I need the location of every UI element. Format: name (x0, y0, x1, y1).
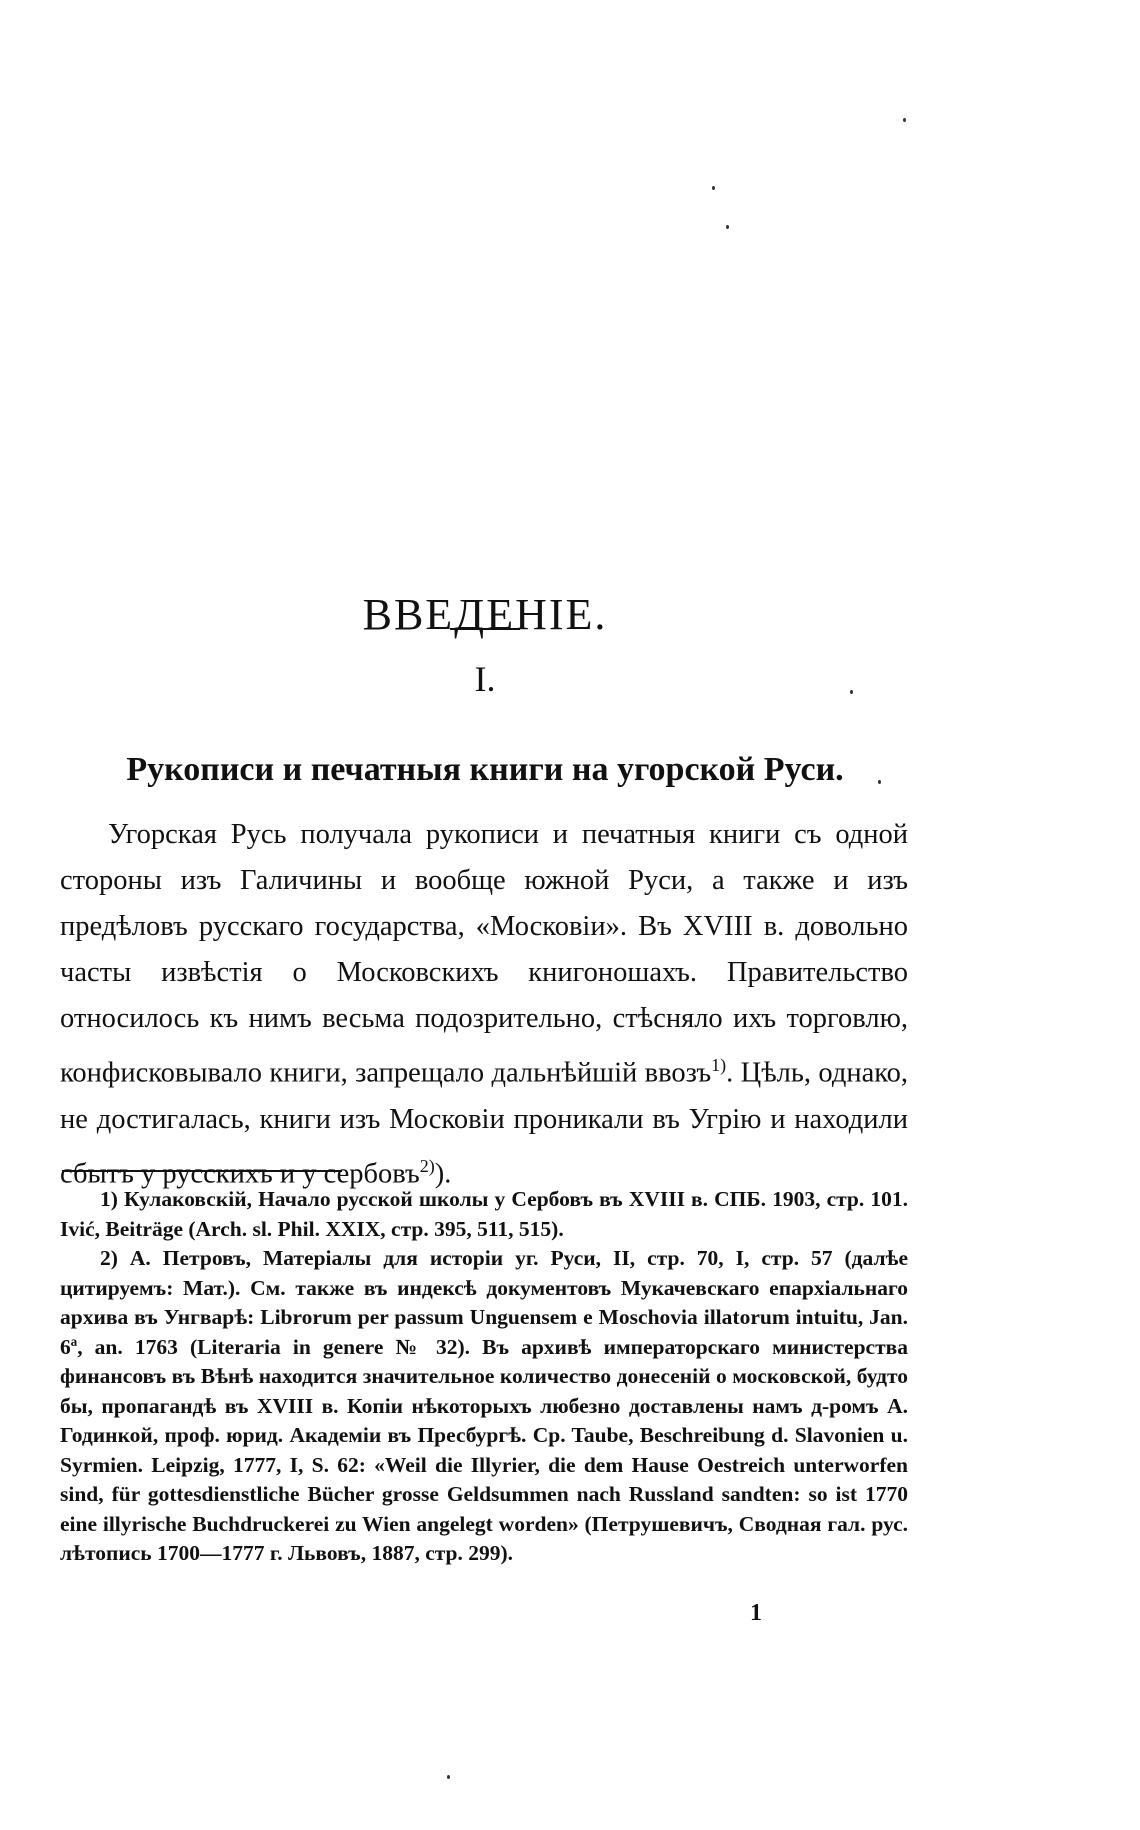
footnote-divider (62, 1170, 342, 1172)
scan-speck (447, 1775, 450, 1779)
footnote-1-id: 1) (100, 1187, 118, 1211)
footnote-2 (60, 1244, 908, 1569)
footnote-ref-1: 1) (711, 1055, 727, 1075)
section-title: Рукописи и печатныя книги на угорской Руси. (126, 751, 844, 789)
main-title: ВВЕДЕНІЕ. (362, 590, 608, 640)
scan-speck (712, 186, 715, 190)
scan-speck (903, 118, 906, 122)
section-number: I. (474, 659, 496, 699)
scan-speck (726, 225, 729, 229)
footnote-ref-2: 2) (419, 1155, 435, 1176)
footnote-2-text: А. Петровъ, Матеріалы для исторіи уг. Руси, II, стр. 70, I, стр. 57 (далѣе цитируемъ: Мат.). См. также въ индексѣ документовъ Мукачевскаго епархіальнаго архива въ Унгварѣ: Librorum per passum Unguensem e Moschovia illatorum intuitu, Jan. 6ª, an. 1763 (Literaria in genere № 32). Въ архивѣ императорскаго министерства финансовъ въ Вѣнѣ находится значительное количество донесеній о московской, будто бы, пропагандѣ въ XVIII в. Копіи нѣкоторыхъ любезно доставлены намъ д-ромъ А. Годинкой, проф. юрид. Академіи въ Пресбургѣ. Cp. Taube, Beschreibung d. Slavonien u. Syrmien. Leipzig, 1777, I, S. 62: «Weil die Illyrier, die dem Hause Oestreich unterworfen sind, für gottesdienstliche Bücher grosse Geldsummen nach Russland sandten: so ist 1770 eine illyrische Buchdruckerei zu Wien angelegt worden» (Петрушевичъ, Сводная гал. рус. лѣтопись 1700—1777 г. Львовъ, 1887, стр. 299). (60, 1246, 908, 1565)
footnote-1 (60, 1185, 908, 1244)
title-divider (450, 628, 520, 630)
footnote-1-text: Кулаковскій, Начало русской школы у Сербовъ въ XVIII в. СПБ. 1903, стр. 101. Ivić, Beiträge (Arch. sl. Phil. XXIX, стр. 395, 511, 515). (60, 1187, 908, 1241)
body-text: Угорская Русь получала рукописи и печатныя книги съ одной стороны изъ Галичины и вообще южной Руси, а также и изъ предѣловъ русскаго государства, «Московіи». Въ XVIII в. довольно часты извѣстія о Московскихъ книгоношахъ. Правительство относилось къ нимъ весьма подозрительно, стѣсняло ихъ торговлю, конфисковывало книги, запрещало дальнѣйшій ввозъ (60, 819, 908, 1089)
body-text-continued: . Цѣль, однако, не достигалась, книги изъ Московіи проникали въ Угрію и находили сбытъ у русскихъ и у сербовъ (60, 1057, 908, 1189)
body-paragraph (60, 812, 908, 1197)
footnote-2-id: 2) (100, 1246, 118, 1270)
footnotes (60, 1185, 908, 1569)
page-number: 1 (750, 1600, 762, 1626)
body-text-end: ). (434, 1158, 452, 1189)
